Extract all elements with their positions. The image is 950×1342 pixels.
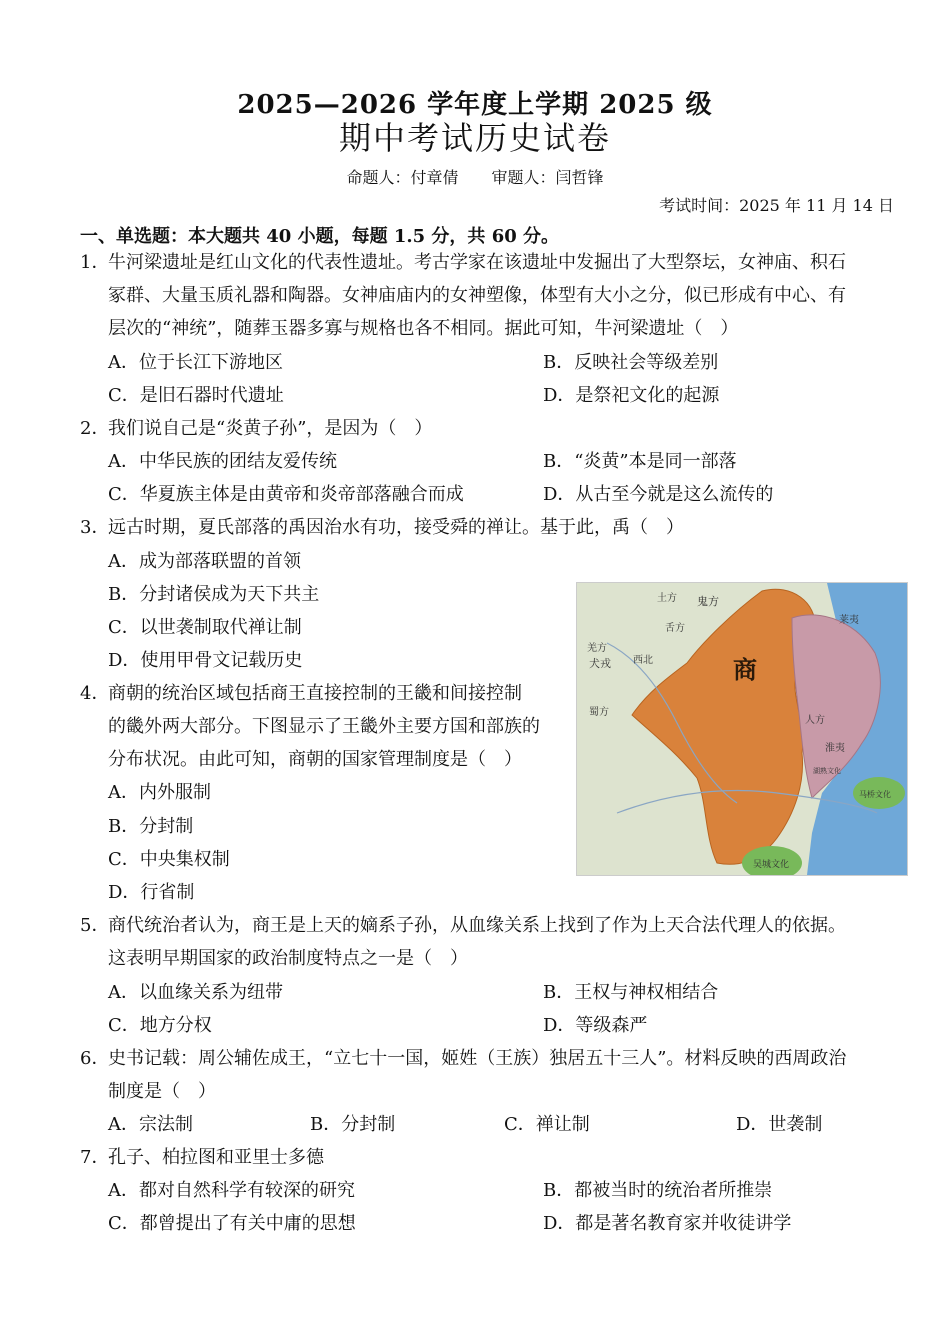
question-text: 冢群、大量玉质礼器和陶器。女神庙庙内的女神塑像，体型有大小之分，似已形成有中心、有 xyxy=(108,285,846,306)
option-b: B．分封诸侯成为天下共主 xyxy=(108,584,320,605)
map-label: 马桥文化 xyxy=(859,790,891,799)
map-label: 舌方 xyxy=(665,623,685,634)
map-label: 犬戎 xyxy=(589,657,611,670)
option-c: C．是旧石器时代遗址 xyxy=(108,385,284,406)
option-c: C．禅让制 xyxy=(504,1114,590,1135)
option-c: C．华夏族主体是由黄帝和炎帝部落融合而成 xyxy=(108,484,464,505)
question-number: 4． xyxy=(80,683,110,704)
option-b: B．分封制 xyxy=(108,816,194,837)
map-label: 淮夷 xyxy=(825,743,845,754)
exam-title-line1: 2025—2026 学年度上学期 2025 级 xyxy=(237,90,713,120)
exam-time: 考试时间：2025 年 11 月 14 日 xyxy=(659,196,894,215)
question-text: 分布状况。由此可知，商朝的国家管理制度是（ ） xyxy=(108,749,522,770)
map-label: 湖熟文化 xyxy=(813,767,841,775)
option-b: B．分封制 xyxy=(310,1114,396,1135)
option-d: D．世袭制 xyxy=(736,1114,823,1135)
shang-dynasty-map xyxy=(576,582,908,876)
question-number: 2． xyxy=(80,418,110,439)
option-a: A．都对自然科学有较深的研究 xyxy=(108,1180,355,1201)
option-d: D．行省制 xyxy=(108,882,195,903)
option-a: A．宗法制 xyxy=(108,1114,193,1135)
option-a: A．中华民族的团结友爱传统 xyxy=(108,451,337,472)
map-label: 羌方 xyxy=(587,643,607,654)
question-text: 的畿外两大部分。下图显示了王畿外主要方国和部族的 xyxy=(108,716,540,737)
option-a: A．内外服制 xyxy=(108,782,211,803)
question-text: 牛河梁遗址是红山文化的代表性遗址。考古学家在该遗址中发掘出了大型祭坛，女神庙、积石 xyxy=(108,252,846,273)
option-c: C．都曾提出了有关中庸的思想 xyxy=(108,1213,356,1234)
question-text: 孔子、柏拉图和亚里士多德 xyxy=(108,1147,324,1168)
map-label: 人方 xyxy=(805,715,825,726)
map-label: 莱夷 xyxy=(839,615,859,626)
map-label: 吴城文化 xyxy=(753,860,790,870)
question-text: 我们说自己是“炎黄子孙”，是因为（ ） xyxy=(108,418,433,439)
reviewer: 审题人：闫哲锋 xyxy=(491,168,604,187)
section-heading: 一、单选题：本大题共 40 小题，每题 1.5 分，共 60 分。 xyxy=(80,226,560,247)
map-label: 鬼方 xyxy=(697,595,719,608)
question-number: 5． xyxy=(80,915,110,936)
option-c: C．中央集权制 xyxy=(108,849,230,870)
question-text: 层次的“神统”，随葬玉器多寡与规格也各不相同。据此可知，牛河梁遗址（ ） xyxy=(108,318,739,339)
question-number: 7． xyxy=(80,1147,110,1168)
option-b: B．“炎黄”本是同一部落 xyxy=(543,451,737,472)
option-b: B．王权与神权相结合 xyxy=(543,982,719,1003)
option-c: C．以世袭制取代禅让制 xyxy=(108,617,302,638)
option-c: C．地方分权 xyxy=(108,1015,212,1036)
option-d: D．使用甲骨文记载历史 xyxy=(108,650,303,671)
option-a: A．以血缘关系为纽带 xyxy=(108,982,283,1003)
option-d: D．是祭祀文化的起源 xyxy=(543,385,720,406)
question-number: 3． xyxy=(80,517,110,538)
option-b: B．都被当时的统治者所推崇 xyxy=(543,1180,773,1201)
exam-title-line2: 期中考试历史试卷 xyxy=(338,119,611,157)
authors xyxy=(0,165,950,188)
option-a: A．位于长江下游地区 xyxy=(108,352,283,373)
question-text: 这表明早期国家的政治制度特点之一是（ ） xyxy=(108,948,468,969)
map-label-shang: 商 xyxy=(733,655,757,684)
question-text: 制度是（ ） xyxy=(108,1081,216,1102)
map-label: 西北 xyxy=(633,655,653,666)
option-d: D．等级森严 xyxy=(543,1015,648,1036)
question-text: 远古时期，夏氏部落的禹因治水有功，接受舜的禅让。基于此，禹（ ） xyxy=(108,517,684,538)
option-b: B．反映社会等级差别 xyxy=(543,352,719,373)
option-d: D．都是著名教育家并收徒讲学 xyxy=(543,1213,792,1234)
option-a: A．成为部落联盟的首领 xyxy=(108,551,301,572)
map-label: 土方 xyxy=(657,593,677,604)
question-number: 1． xyxy=(80,252,110,273)
question-text: 商朝的统治区域包括商王直接控制的王畿和间接控制 xyxy=(108,683,522,704)
question-number: 6． xyxy=(80,1048,110,1069)
question-text: 商代统治者认为，商王是上天的嫡系子孙，从血缘关系上找到了作为上天合法代理人的依据。 xyxy=(108,915,846,936)
setter: 命题人：付章倩 xyxy=(346,168,459,187)
option-d: D．从古至今就是这么流传的 xyxy=(543,484,774,505)
map-label: 蜀方 xyxy=(589,707,609,718)
question-text: 史书记载：周公辅佐成王，“立七十一国，姬姓（王族）独居五十三人”。材料反映的西周政治 xyxy=(108,1048,847,1069)
